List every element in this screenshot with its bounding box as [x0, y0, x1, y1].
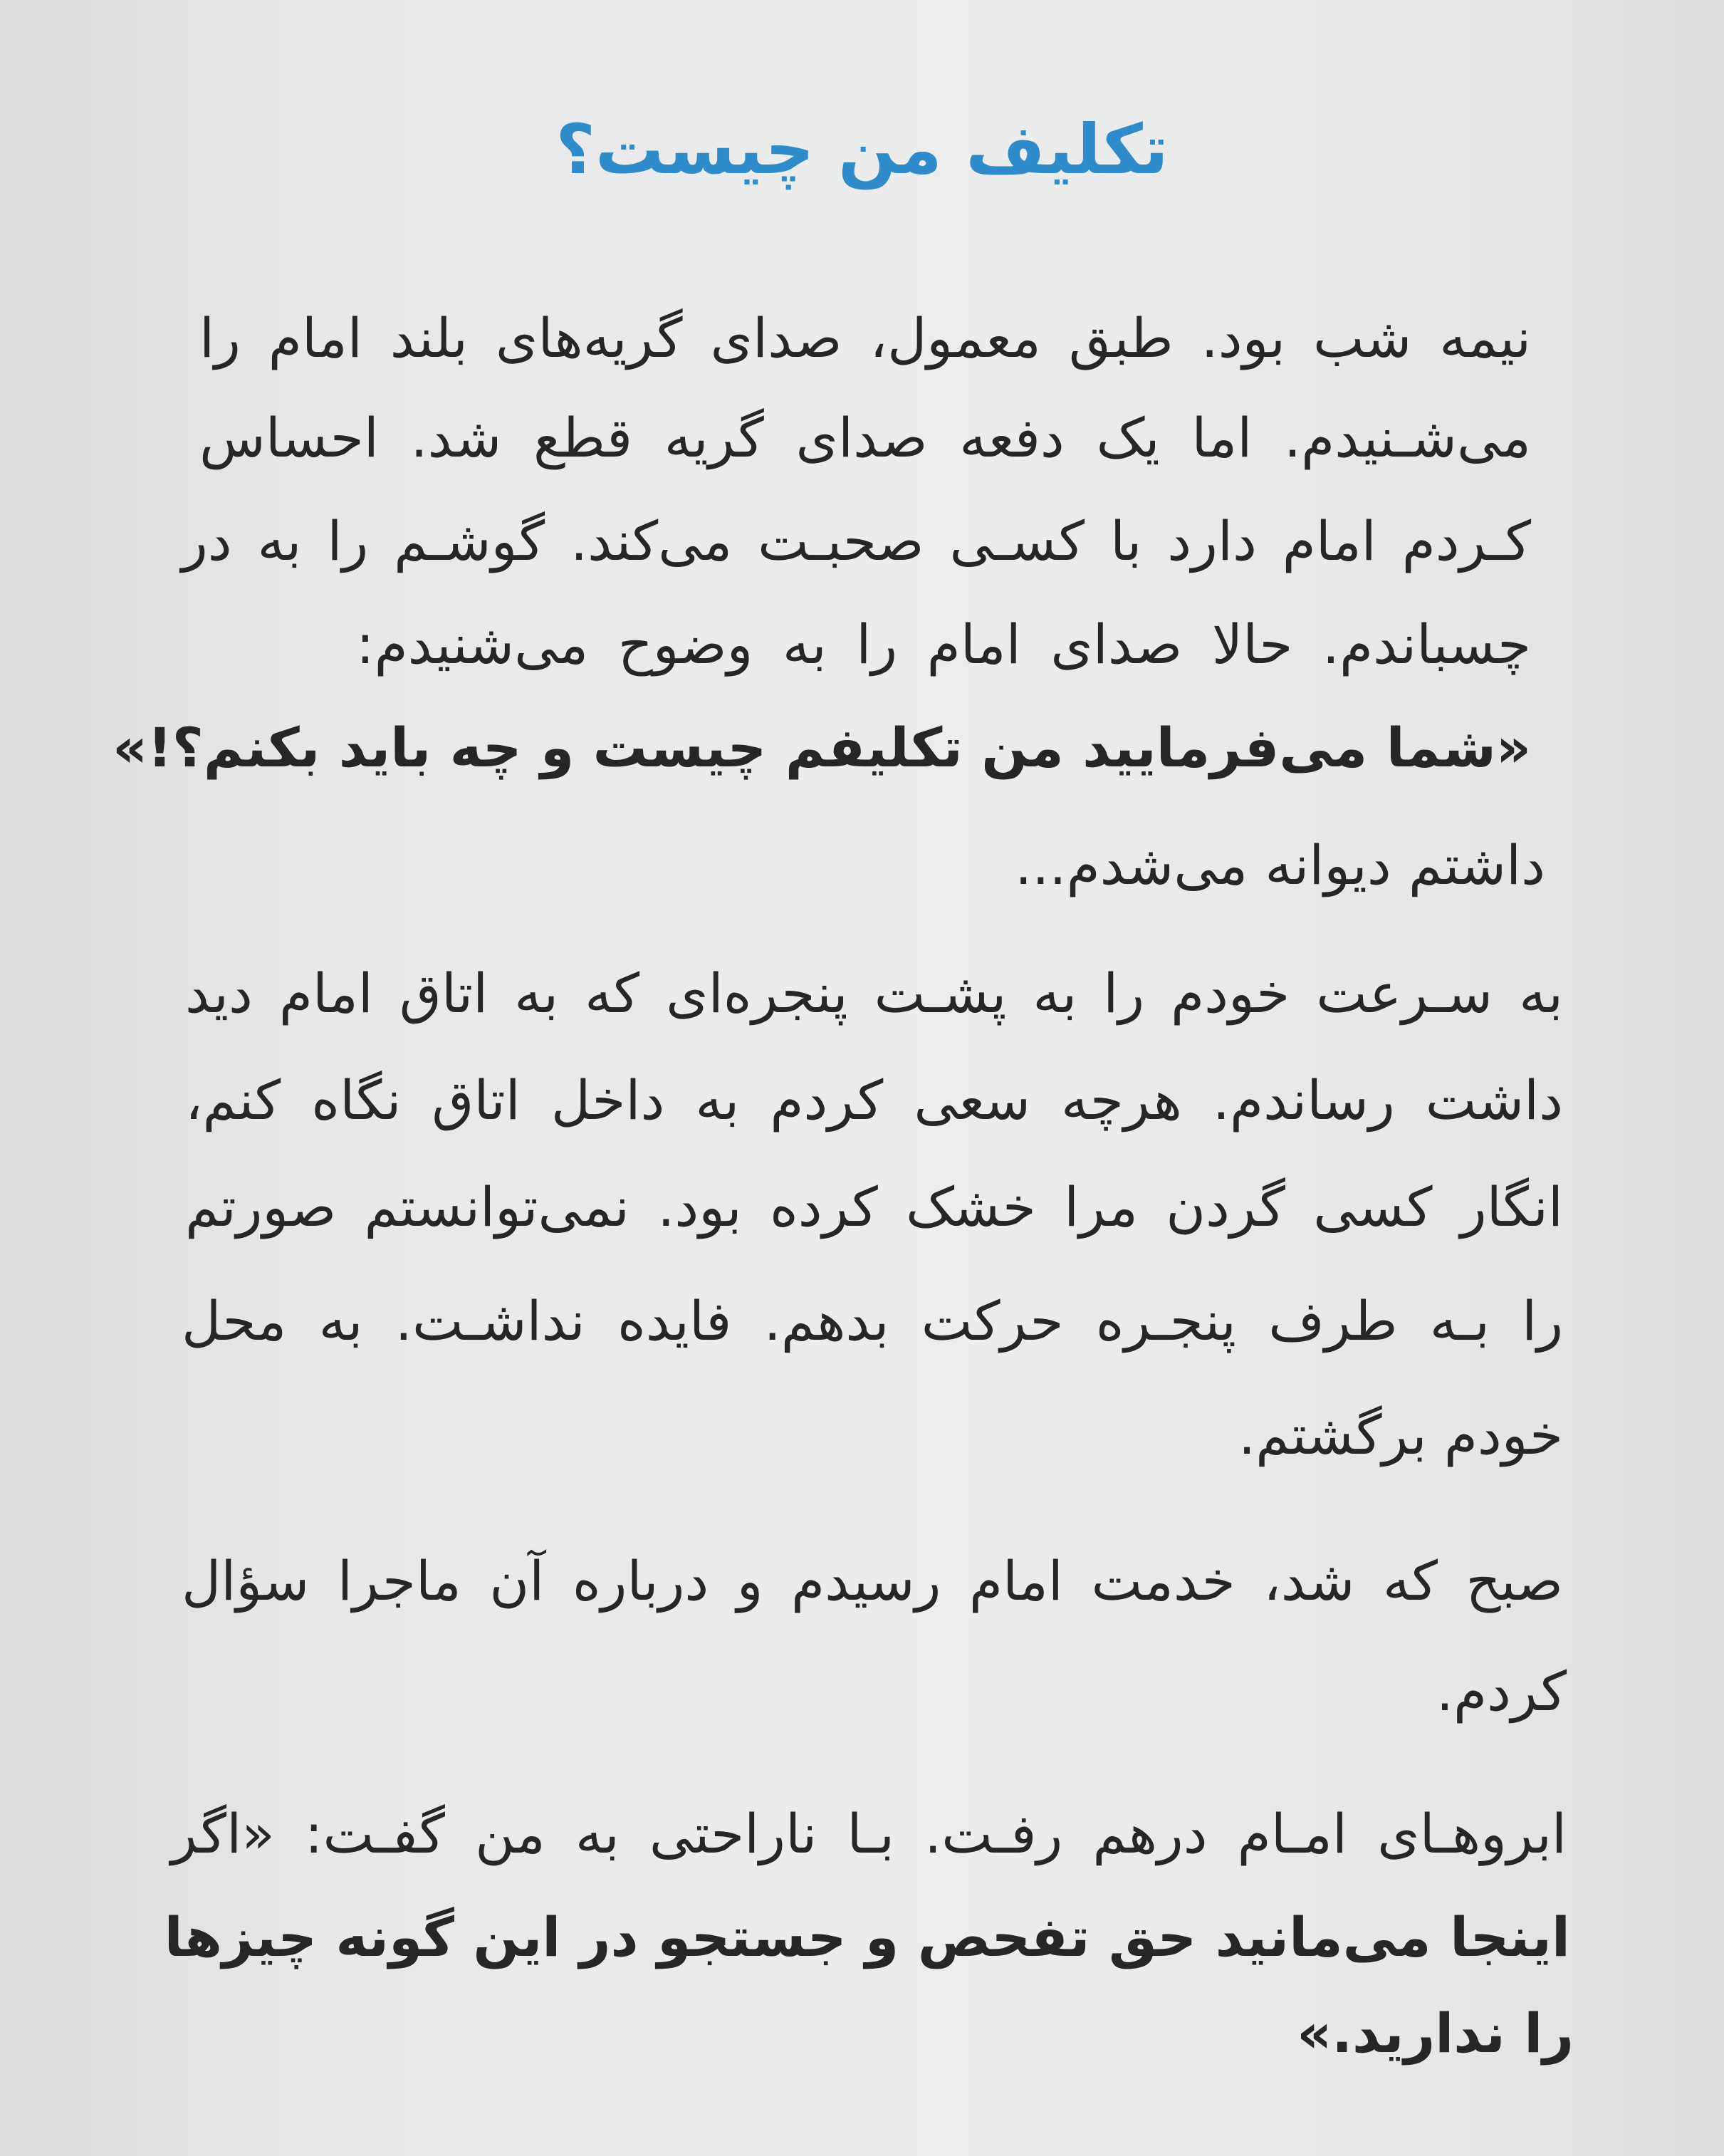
text-line: کردم.	[1436, 1660, 1567, 1723]
text-line: ابروهـای امـام درهم رفـت. بـا ناراحتی به من گفـت: «اگر	[171, 1802, 1567, 1865]
text-line: می‌شـنیدم. اما یک دفعه صدای گریه قطع شد. احساس	[199, 406, 1531, 469]
text-line: خودم برگشتم.	[1238, 1403, 1563, 1467]
text-line: نیمه شب بود. طبق معمول، صدای گریه‌های بلند امام را	[199, 306, 1531, 370]
text-line: صبح که شد، خدمت امام رسیدم و درباره آن ماجرا سؤال	[182, 1549, 1563, 1613]
quote-line: را ندارید.»	[1297, 2001, 1574, 2065]
text-line: چسباندم. حالا صدای امام را به وضوح می‌شنیدم:	[356, 613, 1531, 676]
text-line: انگار کسی گردن مرا خشک کرده بود. نمی‌توانستم صورتم	[185, 1175, 1563, 1239]
text-line: داشتم دیوانه می‌شدم...	[1015, 833, 1545, 897]
quote-line: اینجا می‌مانید حق تفحص و جستجو در این گونه چیزها	[164, 1905, 1570, 1969]
text-line: به سـرعت خودم را به پشـت پنجره‌ای که به اتاق امام دید	[185, 962, 1563, 1025]
text-line: کـردم امام دارد با کسـی صحبـت می‌کند. گوشـم را به در	[182, 509, 1531, 573]
text-line: را بـه طرف پنجـره حرکت بدهم. فایده نداشـت. به محل	[182, 1289, 1563, 1353]
text-line: داشت رساندم. هرچه سعی کردم به داخل اتاق نگاه کنم،	[185, 1068, 1563, 1132]
quote-line: «شما می‌فرمایید من تکلیفم چیست و چه باید بکنم؟!»	[113, 716, 1531, 779]
page-title: تکلیف من چیست؟	[555, 110, 1169, 189]
